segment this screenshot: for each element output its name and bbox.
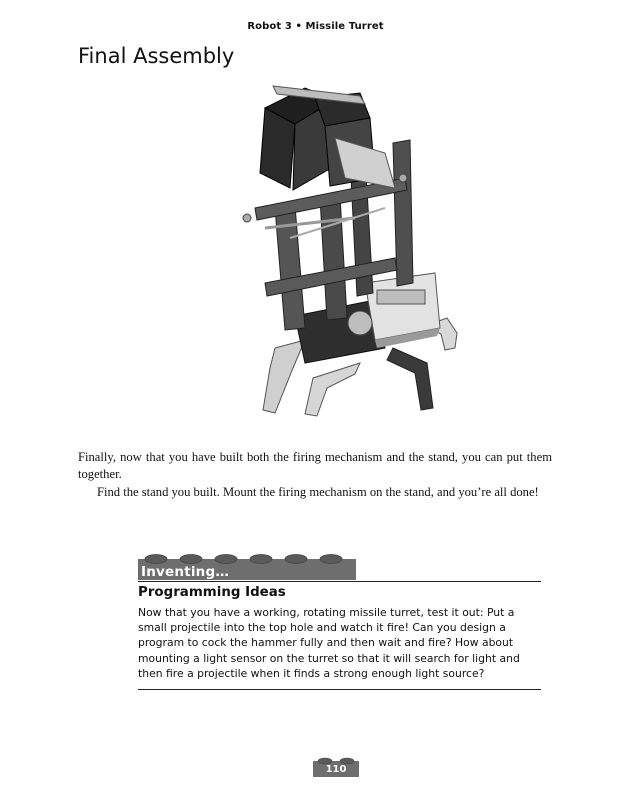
sidebar-title: Programming Ideas: [138, 585, 286, 600]
inventing-brick-badge: [138, 551, 358, 581]
body-paragraph-1: Finally, now that you have built both the firing mechanism and the stand, you can put them together.: [78, 450, 552, 481]
sidebar-body: Now that you have a working, rotating missile turret, test it out: Put a small projectile into the top hole and watch it fire! Can you design a program to cock the hammer fully and then wait and fire? How about mounting a light sensor on the turret so that it will search for light and then fire a projectile when it finds a strong enough light source?: [138, 606, 520, 680]
sidebar-top-rule: [138, 581, 541, 582]
running-head: Robot 3 • Missile Turret: [247, 21, 384, 32]
page-number-badge: [312, 754, 360, 778]
turret-robot-figure: [235, 78, 475, 428]
body-paragraph-2: Find the stand you built. Mount the firing mechanism on the stand, and you’re all done!: [97, 485, 539, 499]
section-title: Final Assembly: [78, 44, 235, 68]
page-number: 110: [325, 764, 347, 775]
inventing-label: Inventing…: [141, 564, 230, 580]
sidebar-bottom-rule: [138, 689, 541, 690]
turret-illustration: [235, 78, 475, 428]
inventing-sidebar: [138, 551, 541, 690]
